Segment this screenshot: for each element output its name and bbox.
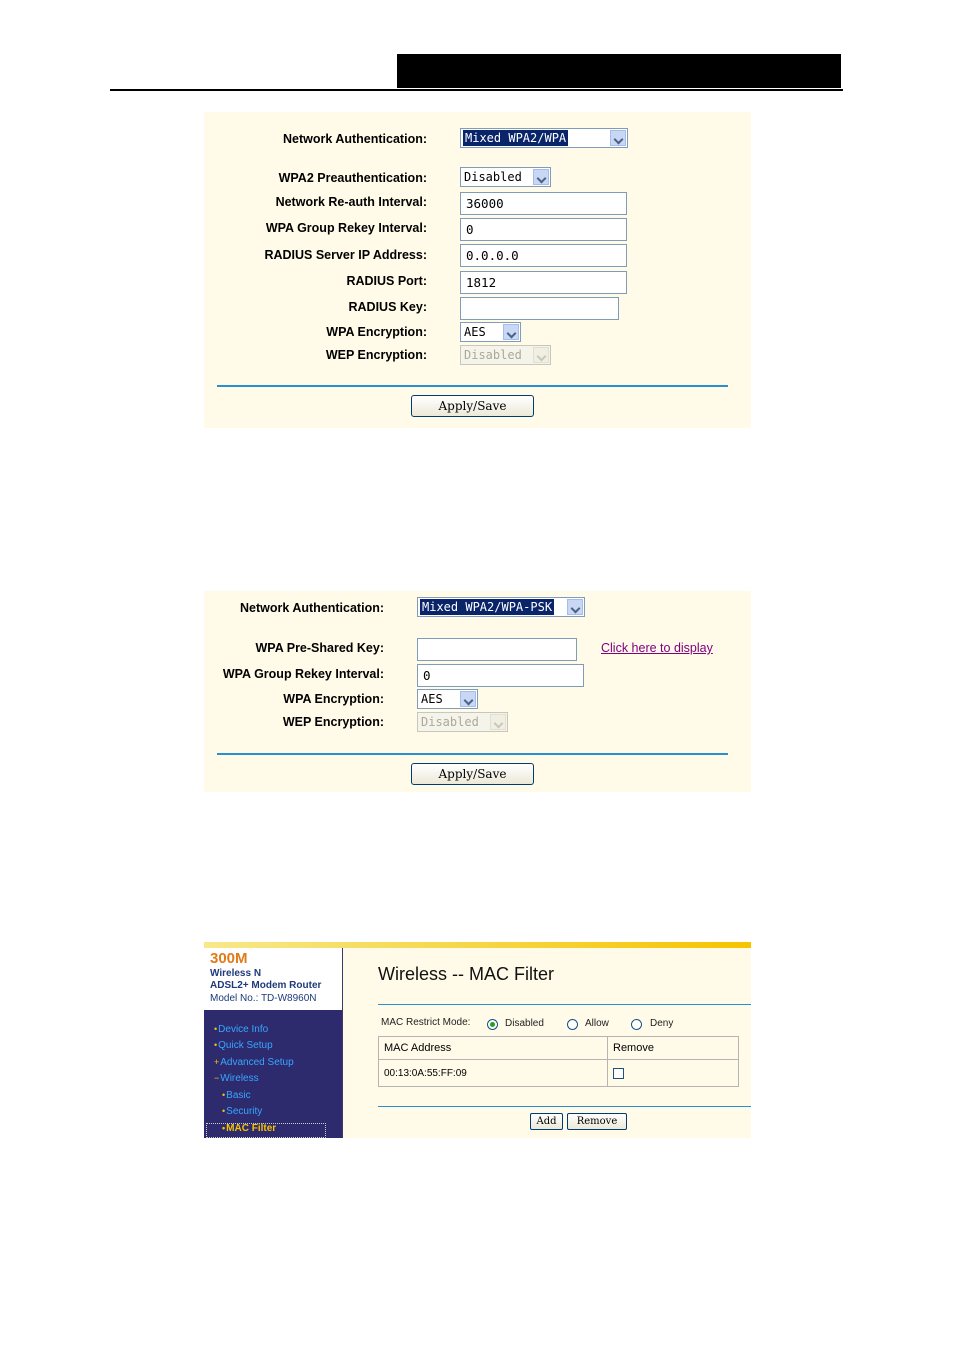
reauth-label: Network Re-auth Interval: — [275, 195, 427, 209]
restrict-mode-label: MAC Restrict Mode: — [381, 1017, 471, 1028]
form-divider — [217, 385, 728, 387]
sidebar-item-basic[interactable] — [222, 1090, 251, 1101]
wep-encryption-label: WEP Encryption: — [325, 348, 427, 362]
radius-key-input[interactable] — [460, 297, 619, 320]
network-auth-label: Network Authentication: — [283, 132, 427, 146]
header-bar — [397, 54, 841, 88]
chevron-down-icon — [490, 714, 506, 730]
chevron-down-icon[interactable] — [533, 169, 549, 185]
bullet-icon: • — [222, 1123, 226, 1133]
preauth-value: Disabled — [464, 170, 522, 184]
mac-address-cell: 00:13:0A:55:FF:09 — [379, 1060, 608, 1087]
sidebar-item-security[interactable] — [222, 1106, 262, 1117]
wpa-encryption-select[interactable] — [460, 322, 521, 342]
radius-port-label: RADIUS Port: — [346, 274, 427, 288]
mode-allow-radio[interactable] — [567, 1019, 578, 1030]
table-header-row — [379, 1037, 739, 1060]
sidebar-item-device-info[interactable] — [214, 1024, 268, 1035]
page-title: Wireless -- MAC Filter — [378, 964, 554, 984]
preauth-label: WPA2 Preauthentication: — [278, 171, 427, 185]
mode-deny-label: Deny — [650, 1018, 674, 1029]
radius-key-label: RADIUS Key: — [348, 300, 427, 314]
rekey-interval-input[interactable]: 0 — [417, 664, 584, 687]
title-divider — [378, 1004, 751, 1005]
network-auth-select[interactable] — [417, 597, 585, 617]
wep-encryption-value: Disabled — [464, 348, 522, 362]
plus-icon: + — [214, 1057, 220, 1067]
bullet-icon: • — [214, 1024, 218, 1034]
mac-table — [378, 1036, 739, 1087]
wep-encryption-select — [460, 345, 551, 365]
chevron-down-icon[interactable] — [610, 130, 626, 146]
product-line1: Wireless N — [210, 968, 262, 979]
sidebar-item-mac-filter[interactable] — [222, 1123, 276, 1134]
rekey-label: WPA Group Rekey Interval: — [265, 221, 427, 235]
bullet-icon: • — [222, 1106, 226, 1116]
table-row — [379, 1060, 739, 1087]
mode-disabled-label: Disabled — [505, 1018, 544, 1029]
minus-icon: − — [214, 1073, 220, 1083]
form-divider — [217, 753, 728, 755]
remove-checkbox[interactable] — [613, 1068, 624, 1079]
remove-button[interactable]: Remove — [567, 1113, 627, 1130]
sidebar-item-quick-setup[interactable] — [214, 1040, 273, 1051]
col-remove-header: Remove — [608, 1037, 739, 1060]
header-rule — [110, 89, 843, 91]
apply-save-button[interactable]: Apply/Save — [411, 395, 534, 417]
chevron-down-icon[interactable] — [503, 324, 519, 340]
brand-logo-text: 300M — [210, 950, 248, 967]
radius-ip-input[interactable]: 0.0.0.0 — [460, 244, 627, 267]
sidebar-item-advanced-setup[interactable] — [214, 1057, 294, 1068]
radius-ip-label: RADIUS Server IP Address: — [264, 248, 427, 262]
sidebar-item-wireless[interactable] — [214, 1073, 259, 1084]
psk-label: WPA Pre-Shared Key: — [255, 641, 384, 655]
wpa-encryption-label: WPA Encryption: — [283, 692, 384, 706]
add-button[interactable]: Add — [530, 1113, 563, 1130]
preauth-select[interactable] — [460, 167, 551, 187]
mac-filter-screenshot — [204, 942, 751, 1138]
sidebar-item-label: MAC Filter — [226, 1123, 277, 1134]
wep-encryption-value: Disabled — [421, 715, 479, 729]
sidebar-item-label: Device Info — [218, 1024, 269, 1035]
reauth-interval-input[interactable]: 36000 — [460, 192, 627, 215]
mode-disabled-radio[interactable] — [487, 1019, 498, 1030]
wpa-encryption-value: AES — [464, 325, 486, 339]
wpa-radius-settings-panel — [204, 112, 751, 428]
main-content — [343, 948, 751, 1138]
bullet-icon: • — [214, 1040, 218, 1050]
col-mac-header: MAC Address — [379, 1037, 608, 1060]
wep-encryption-select — [417, 712, 508, 732]
chevron-down-icon[interactable] — [460, 691, 476, 707]
mode-allow-label: Allow — [585, 1018, 609, 1029]
chevron-down-icon[interactable] — [567, 599, 583, 615]
network-auth-value: Mixed WPA2/WPA-PSK — [422, 600, 553, 614]
sidebar-item-label: Quick Setup — [218, 1040, 273, 1051]
product-line2: ADSL2+ Modem Router — [210, 980, 322, 991]
sidebar-item-label: Basic — [226, 1090, 251, 1101]
chevron-down-icon — [533, 347, 549, 363]
sidebar-item-label: Wireless — [220, 1073, 259, 1084]
network-auth-label: Network Authentication: — [240, 601, 384, 615]
remove-cell — [608, 1060, 739, 1087]
brand-block — [204, 948, 342, 1010]
network-auth-value: Mixed WPA2/WPA — [465, 131, 567, 145]
table-divider — [378, 1106, 751, 1107]
wpa-encryption-select[interactable] — [417, 689, 478, 709]
model-number: Model No.: TD-W8960N — [210, 993, 317, 1004]
sidebar-nav — [204, 1010, 342, 1138]
sidebar-item-label: Advanced Setup — [220, 1057, 294, 1068]
rekey-interval-input[interactable]: 0 — [460, 218, 627, 241]
radius-port-input[interactable]: 1812 — [460, 271, 627, 294]
click-to-display-link[interactable]: Click here to display — [601, 641, 713, 655]
network-auth-select[interactable] — [460, 128, 628, 148]
wpa-encryption-label: WPA Encryption: — [326, 325, 427, 339]
apply-save-button[interactable]: Apply/Save — [411, 763, 534, 785]
mode-deny-radio[interactable] — [631, 1019, 642, 1030]
sidebar-item-label: Security — [226, 1106, 263, 1117]
wpa-psk-settings-panel — [204, 591, 751, 792]
wpa-encryption-value: AES — [421, 692, 443, 706]
bullet-icon: • — [222, 1090, 226, 1100]
wep-encryption-label: WEP Encryption: — [282, 715, 384, 729]
rekey-label: WPA Group Rekey Interval: — [222, 667, 384, 681]
psk-input[interactable] — [417, 638, 577, 661]
